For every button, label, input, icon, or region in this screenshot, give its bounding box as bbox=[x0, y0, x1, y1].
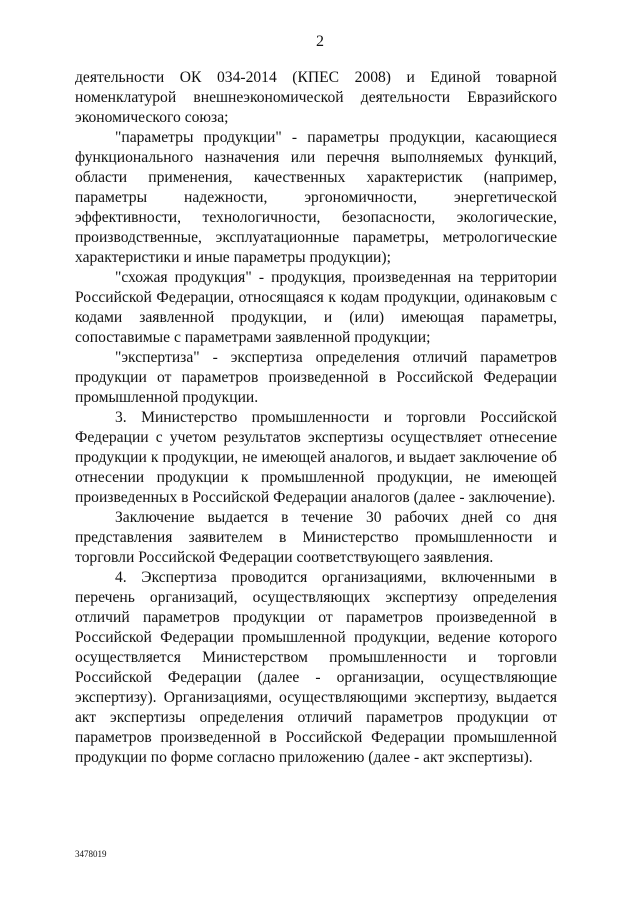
paragraph-conclusion-term: Заключение выдается в течение 30 рабочих дней со дня представления заявителем в Министерство промышленности и торговли Российской Федерации соответствующего заявления. bbox=[75, 509, 557, 566]
paragraph-clause-3: 3. Министерство промышленности и торговли Российской Федерации с учетом результатов экспертизы осуществляет отнесение продукции к продукции, не имеющей аналогов, и выдает заключение об отнесении продукции к промышленной продукции, не имеющей произведенных в Российской Федерации аналогов (далее - заключение). bbox=[75, 409, 557, 506]
page-number: 2 bbox=[316, 33, 324, 50]
paragraph-definition-product-parameters: "параметры продукции" - параметры продукции, касающиеся функционального назначения или перечня выполняемых функций, области применения, качественных характеристик (например, параметры надежности, эргономичности, энергетической эффективности, технологичности, безопасности, экологические, производственные, эксплуатационные параметры, метрологические характеристики и иные параметры продукции); bbox=[75, 129, 557, 266]
paragraph-continuation: деятельности ОК 034-2014 (КПЕС 2008) и Единой товарной номенклатурой внешнеэкономической деятельности Евразийского экономического союза; bbox=[75, 69, 557, 126]
document-code: 3478019 bbox=[75, 849, 107, 859]
paragraph-clause-4: 4. Экспертиза проводится организациями, включенными в перечень организаций, осуществляющих экспертизу определения отличий параметров продукции от параметров произведенной в Российской Федерации промышленной продукции, ведение которого осуществляется Министерством промышленности и торговли Российской Федерации (далее - организации, осуществляющие экспертизу). Организациями, осуществляющими экспертизу, выдается акт экспертизы определения отличий параметров продукции от параметров произведенной в Российской Федерации промышленной продукции по форме согласно приложению (далее - акт экспертизы). bbox=[75, 569, 557, 766]
document-body bbox=[75, 68, 557, 768]
paragraph-definition-expertise: "экспертиза" - экспертиза определения отличий параметров продукции от параметров произведенной в Российской Федерации промышленной продукции. bbox=[75, 349, 557, 406]
paragraph-definition-similar-products: "схожая продукция" - продукция, произведенная на территории Российской Федерации, относящаяся к кодам продукции, одинаковым с кодами заявленной продукции, и (или) имеющая параметры, сопоставимые с параметрами заявленной продукции; bbox=[75, 269, 557, 346]
